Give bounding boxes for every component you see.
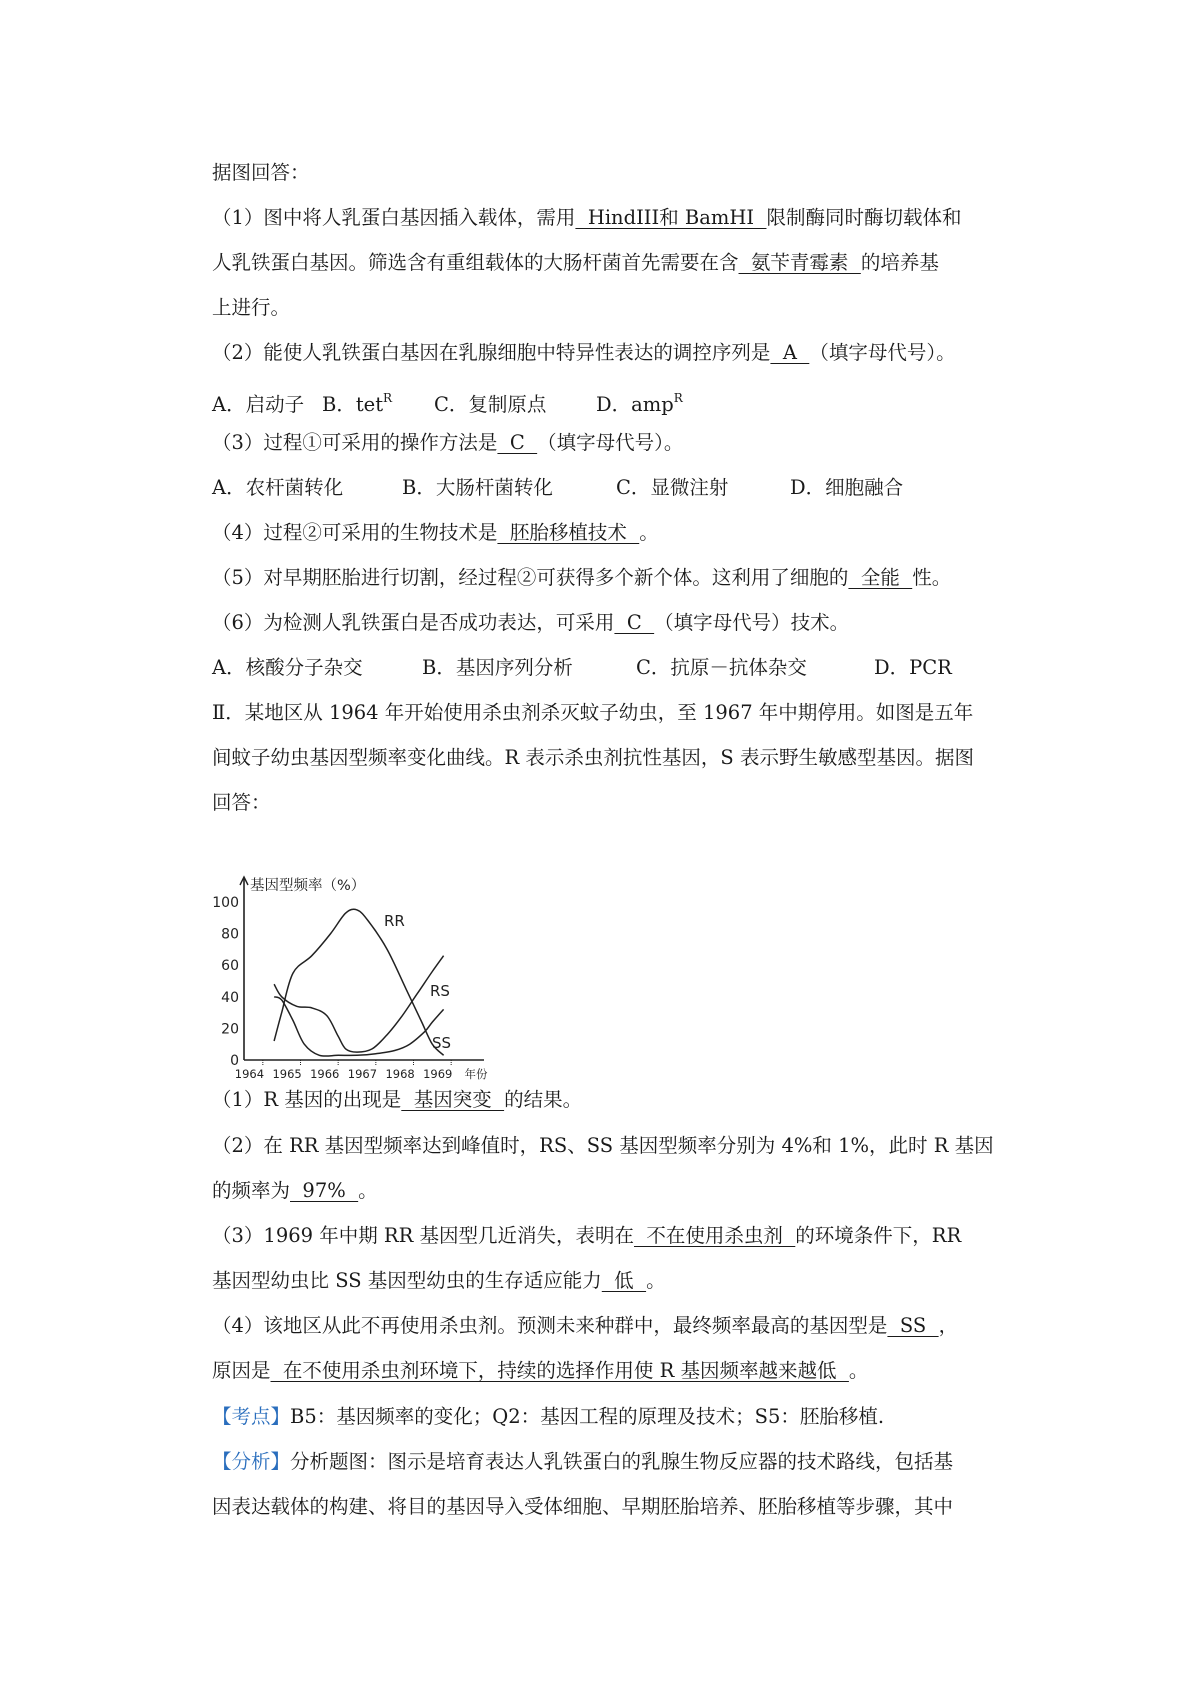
q1-answer-1: HindIII和 BamHⅠ — [575, 206, 767, 229]
x-tick-label: 1964 — [234, 1067, 265, 1081]
q6-answer: C — [614, 611, 655, 634]
q6-line — [212, 608, 1032, 638]
series-line-ss — [274, 997, 444, 1056]
q3-option-d: D．细胞融合 — [790, 476, 904, 499]
q2-options — [212, 383, 1032, 420]
p2q1-answer: 基因突变 — [401, 1088, 505, 1111]
q3-text-post: （填字母代号）。 — [537, 431, 684, 454]
p2q4-answer-2: 在不使用杀虫剂环境下，持续的选择作用使 R 基因频率越来越低 — [270, 1359, 849, 1382]
q1-line1 — [212, 203, 1032, 233]
p2q4-text: （4）该地区从此不再使用杀虫剂。预测未来种群中，最终频率最高的基因型是 — [212, 1314, 888, 1337]
q6-options — [212, 653, 1032, 683]
p2q4-text-2: 原因是 — [212, 1359, 271, 1382]
q4-answer: 胚胎移植技术 — [497, 521, 640, 544]
x-tick-label: 1967 — [347, 1067, 378, 1081]
p2q3-answer-2: 低 — [601, 1269, 647, 1292]
y-tick-label: 80 — [221, 926, 239, 943]
p2q2-text: 的频率为 — [212, 1179, 291, 1202]
q6-option-b: B．基因序列分析 — [422, 656, 573, 679]
q2-option-d-text: D．amp — [596, 393, 674, 416]
q3-text: （3）过程①可采用的操作方法是 — [212, 431, 498, 454]
kaodian-text: B5：基因频率的变化；Q2：基因工程的原理及技术；S5：胚胎移植. — [290, 1405, 885, 1428]
q5-text-post: 性。 — [912, 566, 952, 589]
y-axis-label: 基因型频率（%） — [250, 878, 366, 894]
q3-option-b: B．大肠杆菌转化 — [402, 476, 553, 499]
p2q2-line2 — [212, 1176, 1032, 1206]
q6-text: （6）为检测人乳铁蛋白是否成功表达，可采用 — [212, 611, 615, 634]
y-tick-label: 40 — [221, 989, 239, 1006]
series-label-rr: RR — [384, 912, 405, 930]
q3-option-c: C．显微注射 — [616, 476, 729, 499]
q3-options — [212, 473, 1032, 503]
p2q4-line2 — [212, 1356, 1032, 1386]
fenxi-line2: 因表达载体的构建、将目的基因导入受体细胞、早期胚胎培养、胚胎移植等步骤，其中 — [212, 1495, 954, 1518]
y-tick-label: 20 — [221, 1021, 239, 1038]
p2q1-text: （1）R 基因的出现是 — [212, 1088, 402, 1111]
p2q4-line1 — [212, 1311, 1032, 1341]
q6-text-post: （填字母代号）技术。 — [654, 611, 850, 634]
genotype-frequency-chart — [208, 872, 498, 1088]
p2q1-text-post: 的结果。 — [504, 1088, 583, 1111]
x-tick-label: 1969 — [423, 1067, 453, 1081]
series-line-rr — [274, 909, 444, 1055]
p2q3-text: （3）1969 年中期 RR 基因型几近消失，表明在 — [212, 1224, 634, 1247]
q1-text-mid: 限制酶同时酶切载体和 — [766, 206, 962, 229]
q1-text-2: 人乳铁蛋白基因。筛选含有重组载体的大肠杆菌首先需要在含 — [212, 251, 739, 274]
q1-text-3: 的培养基 — [860, 251, 939, 274]
q1-line2 — [212, 248, 1032, 278]
q1-line3: 上进行。 — [212, 296, 291, 319]
q2-line — [212, 338, 1032, 368]
fenxi-text-1: 分析题图：图示是培育表达人乳铁蛋白的乳腺生物反应器的技术路线，包括基 — [290, 1450, 954, 1473]
series-label-ss: SS — [432, 1034, 452, 1052]
q2-option-a: A．启动子 — [212, 393, 305, 416]
q4-line — [212, 518, 1032, 548]
q2-option-b-sup: R — [383, 391, 393, 405]
q1-text: （1）图中将人乳蛋白基因插入载体，需用 — [212, 206, 576, 229]
q2-text: （2）能使人乳铁蛋白基因在乳腺细胞中特异性表达的调控序列是 — [212, 341, 771, 364]
q5-text: （5）对早期胚胎进行切割，经过程②可获得多个新个体。这利用了细胞的 — [212, 566, 849, 589]
q2-option-d-sup: R — [673, 391, 683, 405]
q6-option-c: C．抗原－抗体杂交 — [636, 656, 807, 679]
intro-text: 据图回答： — [212, 161, 310, 184]
q2-option-c: C．复制原点 — [434, 393, 547, 416]
q2-option-b — [322, 383, 434, 420]
q5-answer: 全能 — [848, 566, 913, 589]
q2-option-b-text: B．tet — [322, 393, 384, 416]
kaodian-line — [212, 1402, 1032, 1432]
x-tick-label: 1965 — [272, 1067, 302, 1081]
chart-series — [274, 909, 444, 1056]
p2q3-text-mid: 的环境条件下，RR — [795, 1224, 962, 1247]
q6-option-a: A．核酸分子杂交 — [212, 656, 363, 679]
p2q4-text-mid: ， — [938, 1314, 959, 1337]
p2q2-answer: 97% — [290, 1179, 359, 1202]
y-tick-label: 60 — [221, 958, 239, 975]
q2-option-d — [596, 383, 683, 420]
p2q3-text-3: 。 — [646, 1269, 666, 1292]
q4-text-post: 。 — [639, 521, 659, 544]
q4-text: （4）过程②可采用的生物技术是 — [212, 521, 498, 544]
p2q3-answer-1: 不在使用杀虫剂 — [634, 1224, 796, 1247]
p2q1-line — [212, 1085, 1032, 1115]
p2q2-line1: （2）在 RR 基因型频率达到峰值时，RS、SS 基因型频率分别为 4%和 1%，此时 R 基因 — [212, 1134, 994, 1157]
p2q3-text-2: 基因型幼虫比 SS 基因型幼虫的生存适应能力 — [212, 1269, 602, 1292]
part2-line3: 回答： — [212, 791, 271, 814]
x-tick-label: 1966 — [310, 1067, 340, 1081]
q2-text-post: （填字母代号）。 — [809, 341, 956, 364]
series-label-rs: RS — [430, 982, 450, 1000]
p2q3-line2 — [212, 1266, 1032, 1296]
y-tick-label: 100 — [212, 895, 239, 911]
q3-line — [212, 428, 1032, 458]
q1-answer-2: 氨苄青霉素 — [738, 251, 861, 274]
q2-answer: A — [770, 341, 810, 364]
fenxi-tag: 【分析】 — [212, 1450, 291, 1473]
part2-line1: Ⅱ．某地区从 1964 年开始使用杀虫剂杀灭蚊子幼虫，至 1967 年中期停用。如图是五年 — [212, 701, 974, 724]
p2q4-text-3: 。 — [848, 1359, 869, 1382]
p2q2-text-post: 。 — [358, 1179, 378, 1202]
q3-answer: C — [497, 431, 538, 454]
q6-option-d: D．PCR — [874, 656, 952, 679]
kaodian-tag: 【考点】 — [212, 1405, 291, 1428]
q3-option-a: A．农杆菌转化 — [212, 476, 344, 499]
p2q3-line1 — [212, 1221, 1032, 1251]
fenxi-line1 — [212, 1447, 1032, 1477]
y-tick-label: 0 — [230, 1053, 239, 1069]
x-axis-label: 年份 — [464, 1067, 488, 1081]
part2-line2: 间蚊子幼虫基因型频率变化曲线。R 表示杀虫剂抗性基因，S 表示野生敏感型基因。据图 — [212, 746, 974, 769]
x-tick-label: 1968 — [385, 1067, 415, 1081]
q5-line — [212, 563, 1032, 593]
p2q4-answer-1: SS — [887, 1314, 939, 1337]
chart-ticks — [212, 895, 452, 1081]
